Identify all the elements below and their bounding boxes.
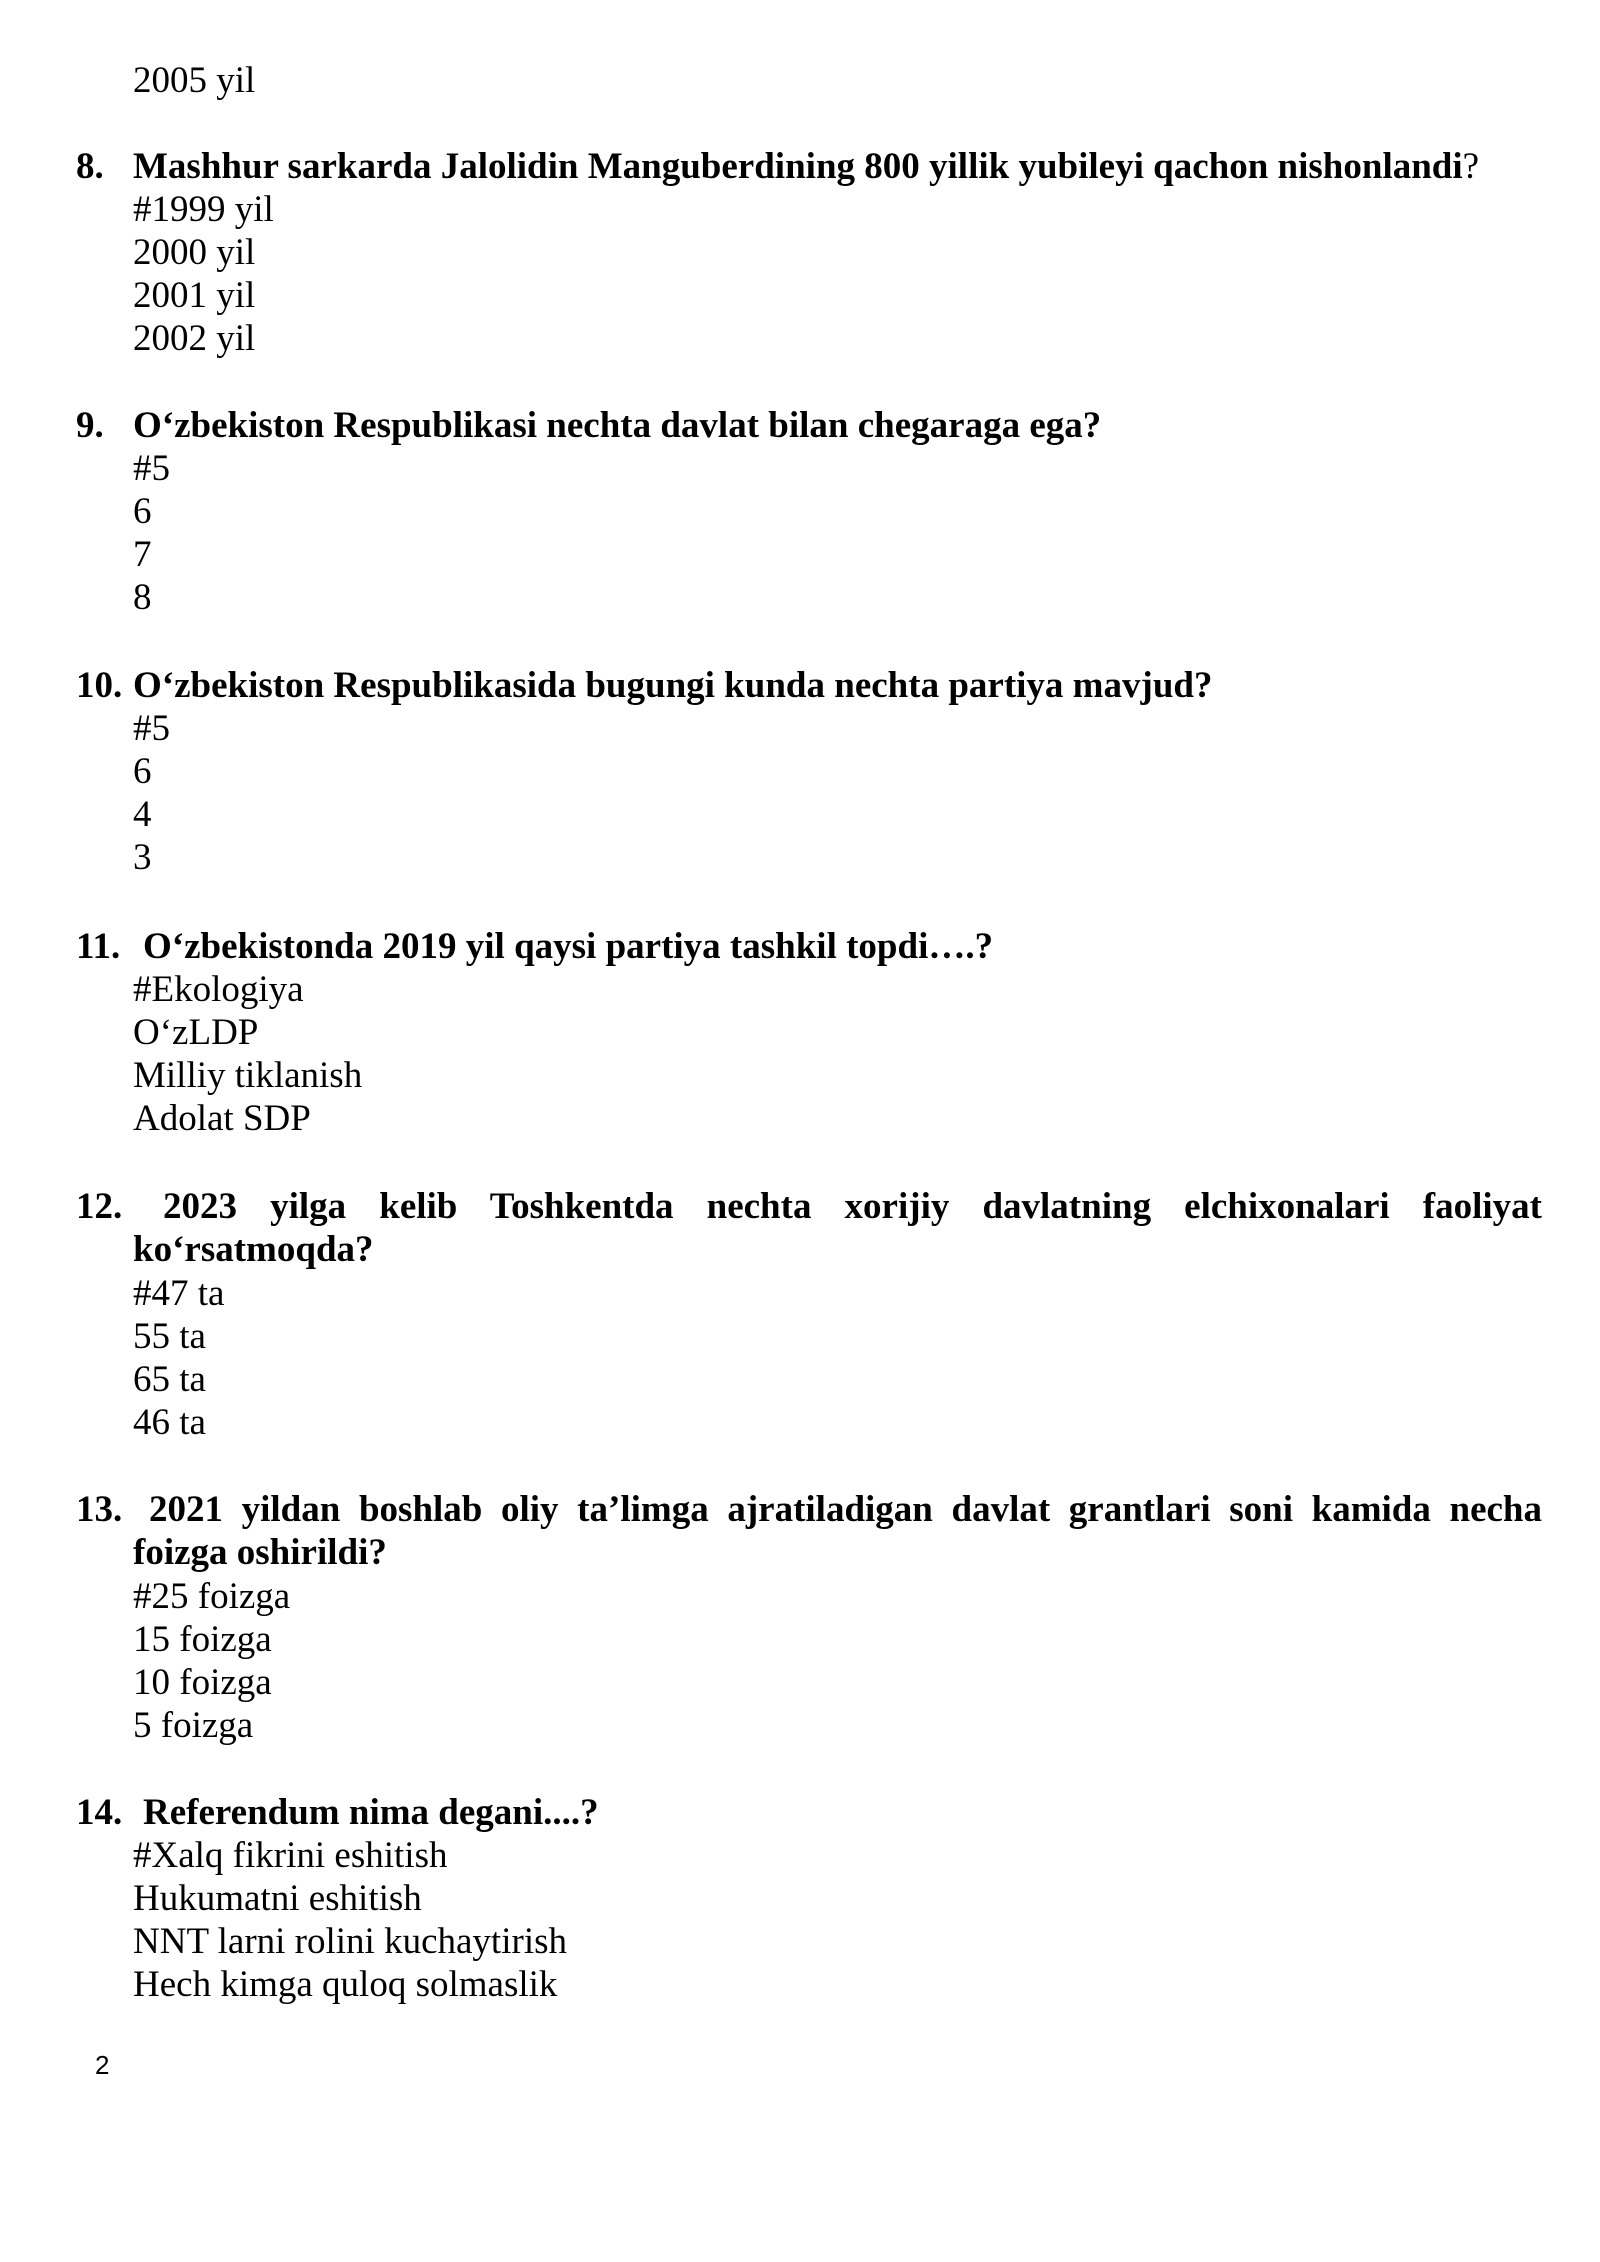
question-text: O‘zbekistonda 2019 yil qaysi partiya tashkil topdi….? [143,926,994,967]
question-text-main: Mashhur sarkarda Jalolidin Manguberdining 800 yillik yubileyi qachon nishonlandi [133,146,1463,187]
answer-option: 6 [133,491,152,532]
answer-option: 2001 yil [133,275,256,316]
answer-option: Hukumatni eshitish [133,1878,422,1919]
answer-option: 7 [133,534,152,575]
answer-option: Hech kimga quloq solmaslik [133,1964,558,2005]
answer-option: 55 ta [133,1316,206,1357]
answer-option: 15 foizga [133,1619,272,1660]
answer-option: 46 ta [133,1402,206,1443]
question-number: 13. [76,1489,123,1530]
answer-option: 5 foizga [133,1705,254,1746]
answer-option: 65 ta [133,1359,206,1400]
question-number: 10. [76,665,123,706]
answer-option: 3 [133,837,152,878]
question-number: 8. [76,146,104,187]
question-number: 11. [76,926,121,967]
question-text: 2021 yildan boshlab oliy ta’limga ajratiladigan davlat grantlari soni kamida necha foizga oshirildi? [133,1489,1542,1573]
question-text: Referendum nima degani....? [143,1792,599,1833]
question-number: 9. [76,405,104,446]
answer-option: #25 foizga [133,1576,291,1617]
carryover-answer: 2005 yil [133,60,256,101]
answer-option: NNT larni rolini kuchaytirish [133,1921,567,1962]
page-number: 2 [95,2050,110,2080]
answer-option: 2000 yil [133,232,256,273]
question-mark: ? [1462,146,1480,187]
question-text: O‘zbekiston Respublikasida bugungi kunda nechta partiya mavjud? [133,665,1213,706]
question-number: 14. [76,1792,123,1833]
answer-option: #Ekologiya [133,969,304,1010]
answer-option: #5 [133,708,170,749]
answer-option: #47 ta [133,1273,225,1314]
answer-option: 2002 yil [133,318,256,359]
question-text: 2023 yilga kelib Toshkentda nechta xorijiy davlatning elchixonalari faoliyat ko‘rsatmoqda? [133,1186,1542,1270]
answer-option: Milliy tiklanish [133,1055,363,1096]
answer-option: Adolat SDP [133,1098,311,1139]
answer-option: 6 [133,751,152,792]
question-text [133,145,1479,188]
question-text: O‘zbekiston Respublikasi nechta davlat bilan chegaraga ega? [133,405,1102,446]
answer-option: #Xalq fikrini eshitish [133,1835,448,1876]
answer-option: O‘zLDP [133,1012,259,1053]
answer-option: #1999 yil [133,189,274,230]
question-number: 12. [76,1186,123,1227]
answer-option: #5 [133,448,170,489]
answer-option: 10 foizga [133,1662,272,1703]
answer-option: 4 [133,794,152,835]
answer-option: 8 [133,577,152,618]
